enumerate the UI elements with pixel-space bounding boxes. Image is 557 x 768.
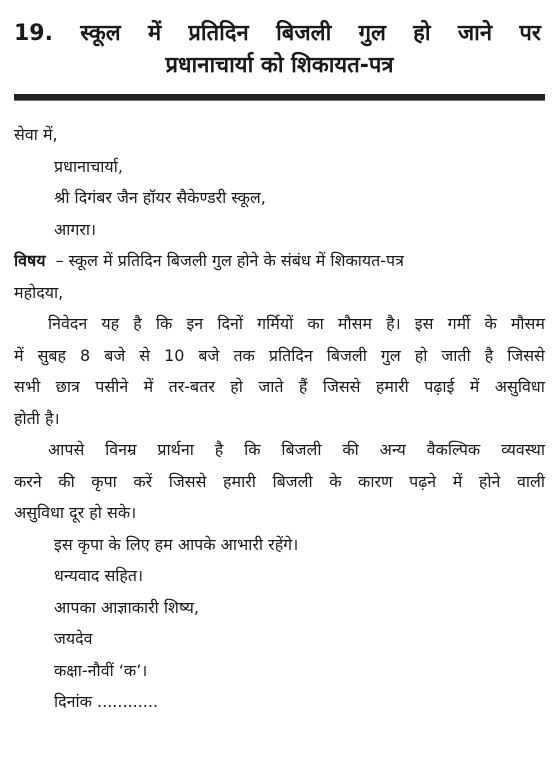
paragraph1-line1 <box>14 308 545 340</box>
word: इस <box>414 314 434 333</box>
word: दिनों <box>217 314 243 333</box>
word: तक <box>233 345 255 365</box>
word: जिससे <box>507 345 545 365</box>
word: पढ़ने <box>409 471 437 491</box>
word: मौसम <box>510 314 545 333</box>
word: के <box>484 314 497 333</box>
word: है <box>133 314 142 333</box>
word: के <box>329 471 342 491</box>
title-word: हो <box>413 21 431 46</box>
word: कृपा <box>91 471 117 491</box>
address-city: आगरा। <box>54 219 97 239</box>
page-title <box>14 18 545 82</box>
word: बिजली <box>272 471 313 491</box>
word: जाती <box>441 345 471 365</box>
word: हैं <box>298 377 308 396</box>
word: आपसे <box>48 440 85 459</box>
paragraph2-line3: असुविधा दूर हो सके। <box>14 503 137 522</box>
word: की <box>58 471 75 491</box>
word: जिससे <box>322 377 361 396</box>
paragraph1-line2 <box>14 340 545 372</box>
word: छात्र <box>55 377 80 396</box>
word: में <box>143 377 154 396</box>
word: की <box>342 440 359 459</box>
word: हो <box>230 377 243 396</box>
word: कि <box>244 440 261 459</box>
word: है <box>484 345 494 365</box>
subject-text: – स्कूल में प्रतिदिन बिजली गुल होने के संबंध में शिकायत-पत्र <box>55 251 404 270</box>
word: वैकल्पिक <box>426 440 481 459</box>
subject-label: विषय <box>14 251 46 270</box>
sender-class: कक्षा-नौवीं ‘क’। <box>54 660 148 680</box>
address-school: श्री दिगंबर जैन हॉयर सैकेण्डरी स्कूल, <box>54 188 266 207</box>
word: प्रार्थना <box>157 440 194 459</box>
paragraph2-line1 <box>14 434 545 466</box>
word: वाली <box>516 471 545 491</box>
word: है। <box>386 314 401 333</box>
address-recipient: प्रधानाचार्या, <box>54 156 123 176</box>
word: पढ़ाई <box>424 377 455 396</box>
word: का <box>307 314 324 333</box>
word: सुबह <box>37 345 67 365</box>
closing-yours: आपका आज्ञाकारी शिष्य, <box>54 597 199 617</box>
title-word: स्कूल <box>80 21 121 46</box>
title-word: प्रतिदिन <box>188 21 249 46</box>
word: पसीने <box>95 377 129 396</box>
title-word: पर <box>519 21 541 46</box>
word: बजे <box>198 345 220 365</box>
word: बिजली <box>326 345 367 365</box>
word: में <box>14 345 24 365</box>
word: गुल <box>380 345 401 365</box>
letter-date: दिनांक ............ <box>54 692 159 711</box>
title-line-1 <box>14 18 545 50</box>
word: निवेदन <box>48 314 88 333</box>
word: जाते <box>258 377 284 396</box>
word: अन्य <box>379 440 406 459</box>
letter-body <box>14 119 545 718</box>
word: इन <box>186 314 204 333</box>
word: कि <box>155 314 173 333</box>
title-word: बिजली <box>276 21 332 46</box>
word: मौसम <box>337 314 373 333</box>
word: होने <box>478 471 501 491</box>
word: बजे <box>104 345 126 365</box>
word: प्रतिदिन <box>268 345 313 365</box>
word: व्यवस्था <box>501 440 545 459</box>
title-word: जाने <box>457 21 493 46</box>
closing-gratitude: धन्यवाद सहित। <box>54 566 144 585</box>
title-word: में <box>147 21 162 46</box>
word: हमारी <box>223 471 256 491</box>
word: यह <box>101 314 120 333</box>
word: विनम्र <box>105 440 137 459</box>
word: तर-बतर <box>168 377 215 396</box>
word: कारण <box>358 471 393 491</box>
paragraph2-line2 <box>14 466 545 498</box>
word: बिजली <box>281 440 322 459</box>
word: करने <box>14 471 42 491</box>
address-to: सेवा में, <box>14 125 58 144</box>
word: 10 <box>164 345 185 365</box>
word: सभी <box>14 377 41 396</box>
word: है <box>214 440 224 459</box>
word: 8 <box>80 345 91 365</box>
word: हमारी <box>375 377 409 396</box>
paragraph1-line3 <box>14 371 545 403</box>
word: में <box>469 377 480 396</box>
subject-line <box>14 245 545 277</box>
paragraph1-line4: होती है। <box>14 408 60 428</box>
sender-name: जयदेव <box>54 629 93 648</box>
title-divider <box>14 94 545 101</box>
title-word: 19. <box>14 21 53 46</box>
word: गर्मी <box>447 314 471 333</box>
word: से <box>139 345 151 365</box>
word: गर्मियों <box>257 314 294 333</box>
salutation: महोदया, <box>14 282 64 302</box>
word: असुविधा <box>494 377 545 396</box>
title-word: गुल <box>358 21 386 46</box>
title-line-2: प्रधानाचार्या को शिकायत-पत्र <box>165 53 394 78</box>
word: जिससे <box>168 471 207 491</box>
word: हो <box>414 345 428 365</box>
word: करें <box>133 471 153 491</box>
closing-thanks: इस कृपा के लिए हम आपके आभारी रहेंगे। <box>54 534 299 554</box>
word: में <box>452 471 463 491</box>
